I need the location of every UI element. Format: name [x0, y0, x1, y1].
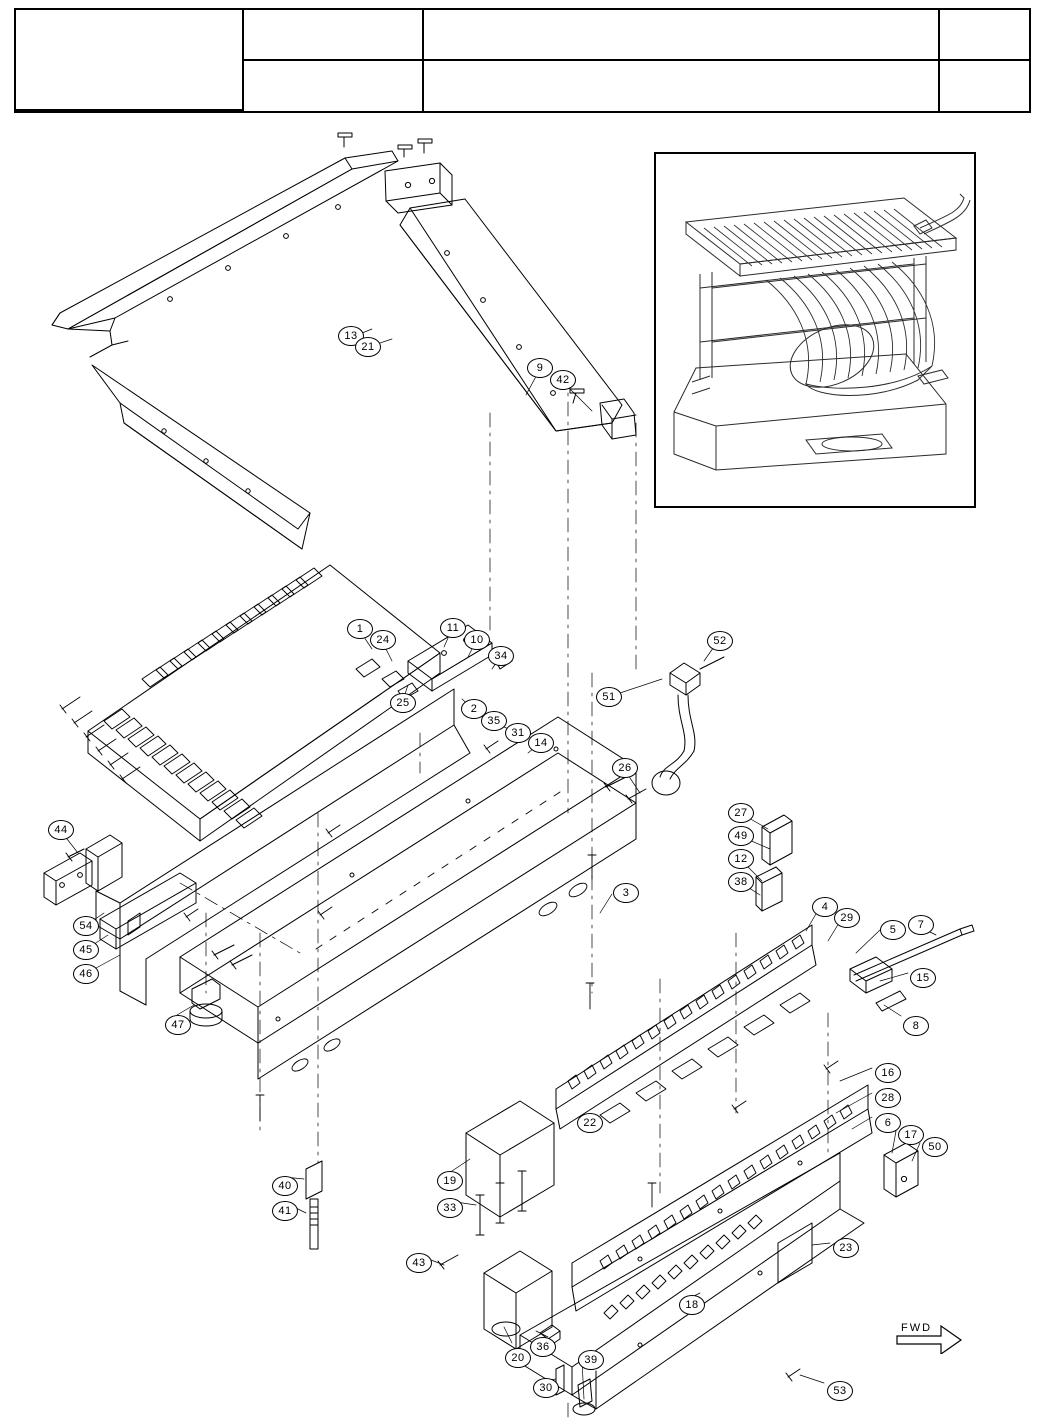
callout-balloon-31: 31	[505, 723, 531, 743]
callout-balloon-33: 33	[437, 1198, 463, 1218]
callout-balloon-52: 52	[707, 631, 733, 651]
callout-balloon-34: 34	[488, 646, 514, 666]
callout-balloon-15: 15	[910, 968, 936, 988]
callout-balloon-20: 20	[505, 1348, 531, 1368]
part-upper-left-bracket	[338, 133, 452, 213]
callout-balloon-49: 49	[728, 826, 754, 846]
part-right-comb-rail	[556, 925, 816, 1129]
callout-balloon-21: 21	[355, 337, 381, 357]
part-cable-harness	[604, 657, 724, 803]
figure-number-cell-row2	[244, 61, 424, 112]
part-left-side-plate	[92, 365, 310, 549]
callout-balloon-17: 17	[898, 1125, 924, 1145]
callout-balloon-6: 6	[875, 1113, 901, 1133]
part-lower-bracket	[438, 1251, 595, 1415]
part-leveling-foot	[190, 979, 322, 1249]
manual-title-cell	[16, 10, 244, 111]
callout-balloon-27: 27	[728, 803, 754, 823]
callout-balloon-24: 24	[370, 630, 396, 650]
callout-balloon-40: 40	[272, 1176, 298, 1196]
page-number-cell-row1	[940, 10, 1031, 61]
callout-balloon-16: 16	[875, 1063, 901, 1083]
callout-balloon-35: 35	[481, 711, 507, 731]
callout-balloon-7: 7	[908, 915, 934, 935]
callout-balloon-45: 45	[73, 940, 99, 960]
callout-balloon-26: 26	[612, 758, 638, 778]
callout-balloon-28: 28	[875, 1088, 901, 1108]
part-shaft-rod	[850, 925, 974, 1011]
figure-number-cell-row1	[244, 10, 424, 61]
part-angle-bracket-right	[884, 1143, 918, 1197]
callout-balloon-13: 13	[338, 326, 364, 346]
callout-balloon-4: 4	[812, 897, 838, 917]
callout-balloon-3: 3	[613, 883, 639, 903]
callout-balloon-42: 42	[550, 370, 576, 390]
callout-balloon-39: 39	[578, 1350, 604, 1370]
callout-balloon-51: 51	[596, 687, 622, 707]
machine-photo-linework	[656, 154, 974, 506]
callout-balloon-23: 23	[833, 1238, 859, 1258]
callout-balloon-8: 8	[903, 1016, 929, 1036]
callout-balloon-46: 46	[73, 964, 99, 984]
callout-balloon-22: 22	[577, 1113, 603, 1133]
callout-balloon-41: 41	[272, 1201, 298, 1221]
callout-balloon-50: 50	[922, 1137, 948, 1157]
callout-balloon-53: 53	[827, 1381, 853, 1401]
callout-balloon-38: 38	[728, 872, 754, 892]
header-table	[14, 8, 1031, 113]
callout-balloon-47: 47	[165, 1015, 191, 1035]
part-lower-comb-plate	[572, 1085, 872, 1319]
callout-balloon-9: 9	[527, 358, 553, 378]
callout-balloon-44: 44	[48, 820, 74, 840]
fwd-label: FWD	[901, 1322, 933, 1334]
callout-balloon-18: 18	[679, 1295, 705, 1315]
callout-balloon-30: 30	[533, 1378, 559, 1398]
callout-balloon-11: 11	[440, 618, 466, 638]
part-right-blocks	[756, 815, 792, 911]
part-main-base-plate	[180, 717, 636, 1079]
part-upper-comb-assembly	[60, 565, 440, 841]
part-upper-rail-right	[400, 199, 636, 439]
callout-balloon-5: 5	[880, 920, 906, 940]
callout-balloon-2: 2	[461, 699, 487, 719]
callout-balloon-29: 29	[834, 908, 860, 928]
page-number-cell-row2	[940, 61, 1031, 112]
callout-balloon-1: 1	[347, 619, 373, 639]
fwd-direction-marker	[895, 1310, 965, 1354]
machine-photo-inset	[654, 152, 976, 508]
callout-balloon-43: 43	[406, 1253, 432, 1273]
callout-balloon-19: 19	[437, 1171, 463, 1191]
assembly-name-cell-row1	[424, 10, 940, 61]
callout-balloon-54: 54	[73, 916, 99, 936]
part-motor-box	[466, 1101, 554, 1235]
callout-balloon-10: 10	[464, 630, 490, 650]
callout-balloon-25: 25	[390, 693, 416, 713]
callout-balloon-36: 36	[530, 1337, 556, 1357]
callout-balloon-12: 12	[728, 849, 754, 869]
assembly-name-cell-row2	[424, 61, 940, 112]
callout-balloon-14: 14	[528, 733, 554, 753]
